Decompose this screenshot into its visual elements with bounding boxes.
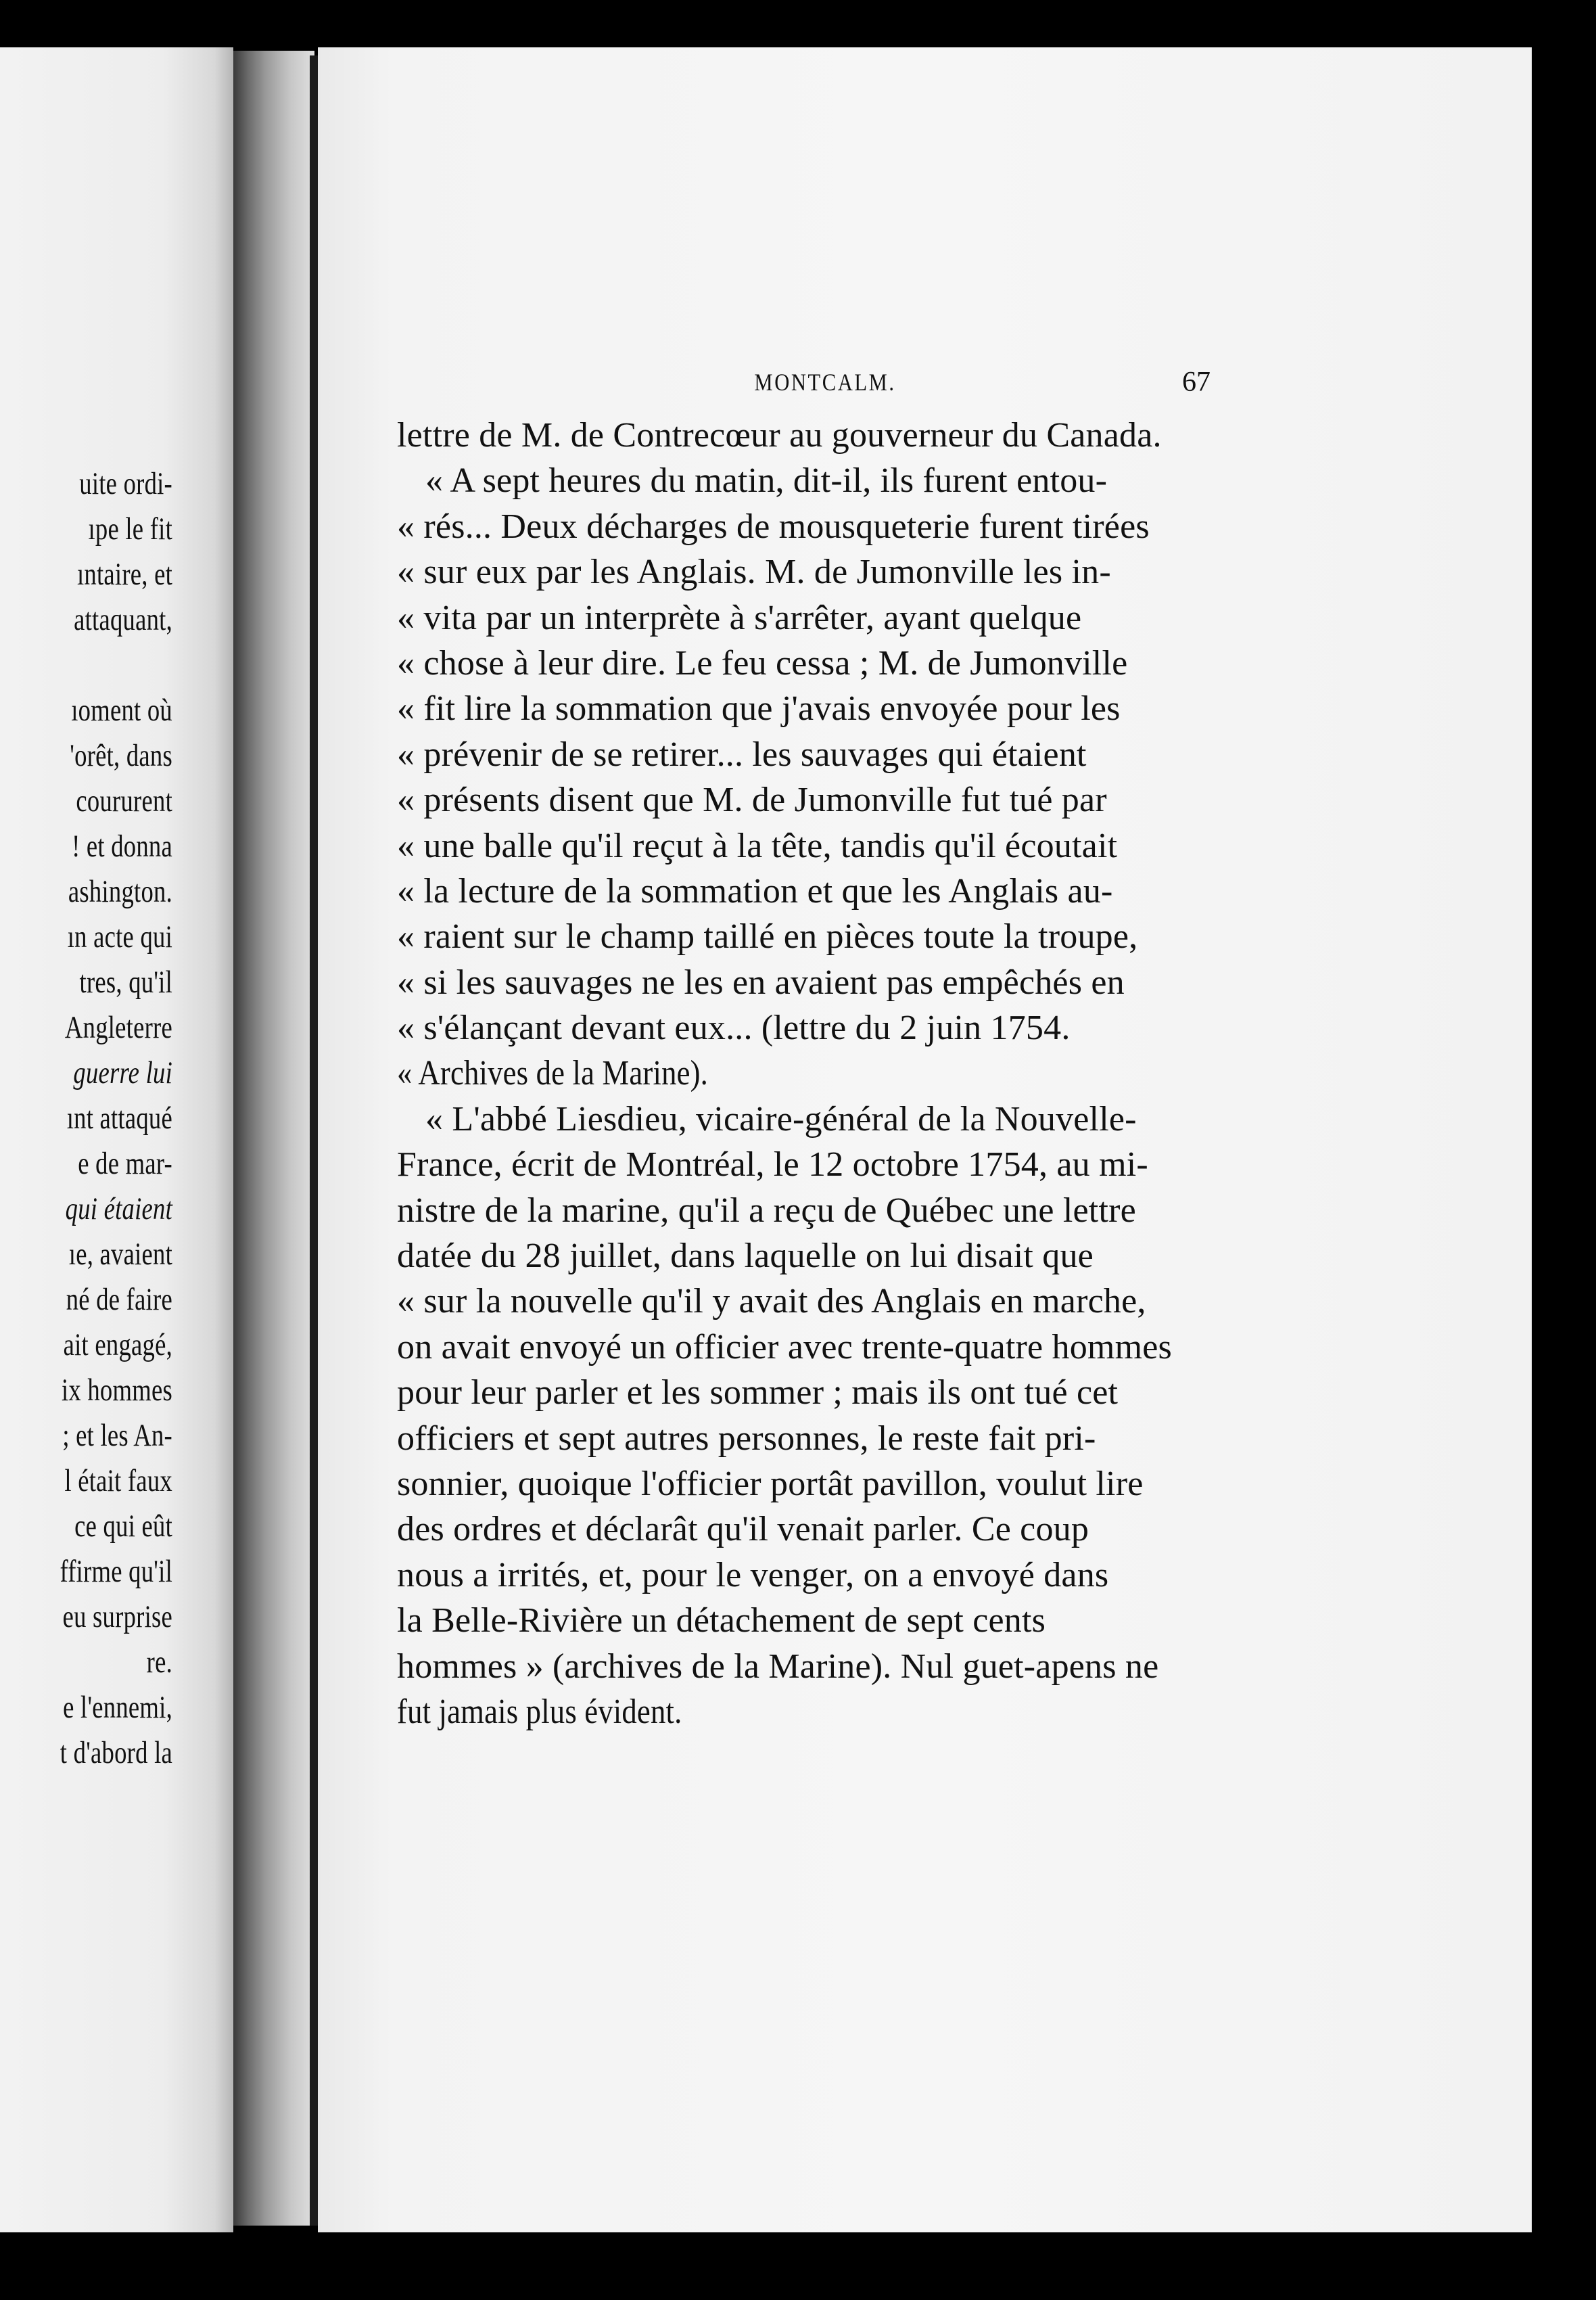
body-line-text: nistre de la marine, qu'il a reçu de Québec une lettre	[397, 1191, 1136, 1230]
body-line	[397, 1644, 1205, 1689]
body-line	[397, 413, 1205, 458]
previous-page-line: Angleterre	[64, 1010, 172, 1045]
previous-page-line: uite ordi-	[79, 466, 172, 501]
previous-page-line: t d'abord la	[60, 1735, 172, 1770]
previous-page-line: coururent	[76, 783, 172, 819]
body-line-text: « raient sur le champ taillé en pièces toute la troupe,	[397, 917, 1138, 957]
previous-page-line: re.	[146, 1644, 172, 1680]
body-line	[397, 1097, 1205, 1142]
body-line	[397, 1142, 1205, 1187]
body-line-text: « une balle qu'il reçut à la tête, tandis qu'il écoutait	[397, 826, 1118, 865]
body-line	[397, 777, 1205, 823]
previous-page-line: ıntaire, et	[76, 557, 172, 592]
body-line-text: hommes » (archives de la Marine). Nul guet-apens ne	[397, 1647, 1159, 1686]
body-line	[397, 1188, 1205, 1233]
body-line	[397, 549, 1205, 595]
previous-page-line: l était faux	[64, 1463, 172, 1498]
current-page	[318, 47, 1532, 2232]
body-line	[397, 1370, 1205, 1415]
previous-page-line: ınt attaqué	[66, 1101, 172, 1136]
previous-page	[0, 47, 233, 2232]
book-gutter	[233, 51, 314, 2226]
previous-page-line: e l'ennemi,	[63, 1690, 172, 1725]
page-number: 67	[1182, 367, 1211, 398]
previous-page-line: ait engagé,	[63, 1327, 172, 1362]
body-line	[397, 1461, 1205, 1506]
previous-page-line: ıpe le fit	[88, 511, 172, 547]
body-line-text: « s'élançant devant eux... (lettre du 2 juin 1754.	[397, 1009, 1071, 1048]
running-head-title: MONTCALM.	[754, 369, 896, 396]
body-line	[397, 1552, 1205, 1598]
body-line	[397, 732, 1205, 777]
body-line-text: « Archives de la Marine).	[397, 1054, 709, 1093]
previous-page-line: ! et donna	[72, 829, 172, 864]
body-line	[397, 960, 1205, 1005]
page-body-text	[397, 413, 1205, 1734]
previous-page-line: ; et les An-	[62, 1418, 172, 1453]
running-head	[318, 359, 1532, 406]
body-line	[397, 823, 1205, 869]
body-line-text: « présents disent que M. de Jumonville fut tué par	[397, 781, 1107, 820]
body-line	[397, 1005, 1205, 1051]
body-line-text: datée du 28 juillet, dans laquelle on lui disait que	[397, 1237, 1094, 1276]
previous-page-line: qui étaient	[65, 1191, 172, 1226]
previous-page-line: attaquant,	[74, 602, 172, 637]
previous-page-line: né de faire	[66, 1282, 172, 1317]
body-line	[397, 1689, 1205, 1734]
previous-page-line: ce qui eût	[74, 1509, 172, 1544]
body-line-text: « la lecture de la sommation et que les Anglais au-	[397, 871, 1113, 911]
body-line-text: « rés... Deux décharges de mousqueterie furent tirées	[397, 507, 1150, 546]
body-line-text: nous a irrités, et, pour le venger, on a envoyé dans	[397, 1555, 1109, 1594]
body-line-text: « chose à leur dire. Le feu cessa ; M. de Jumonville	[397, 643, 1128, 683]
body-line-text: fut jamais plus évident.	[397, 1692, 682, 1731]
body-line	[397, 1233, 1205, 1279]
body-line-text: « L'abbé Liesdieu, vicaire-général de la Nouvelle-	[425, 1099, 1137, 1138]
body-line	[397, 595, 1205, 641]
body-line-text: des ordres et déclarât qu'il venait parler. Ce coup	[397, 1510, 1089, 1549]
previous-page-text	[0, 461, 172, 1776]
previous-page-line: ın acte qui	[67, 919, 172, 954]
body-line	[397, 1598, 1205, 1643]
previous-page-line: ıe, avaient	[68, 1237, 172, 1272]
body-line	[397, 869, 1205, 914]
body-line	[397, 1325, 1205, 1370]
page-edge-shadow	[310, 55, 318, 2226]
previous-page-line: ıoment où	[71, 693, 172, 728]
previous-page-line	[0, 643, 172, 688]
previous-page-line: ix hommes	[61, 1373, 172, 1408]
previous-page-line: ffirme qu'il	[60, 1554, 172, 1589]
previous-page-line: eu surprise	[62, 1599, 172, 1634]
body-line	[397, 686, 1205, 731]
body-line-text: « A sept heures du matin, dit-il, ils furent entou-	[425, 461, 1108, 501]
body-line	[397, 1506, 1205, 1552]
body-line-text: « fit lire la sommation que j'avais envoyée pour les	[397, 689, 1121, 729]
body-line-text: pour leur parler et les sommer ; mais ils ont tué cet	[397, 1373, 1119, 1412]
body-line	[397, 1051, 1205, 1096]
body-line-text: la Belle-Rivière un détachement de sept cents	[397, 1601, 1046, 1640]
previous-page-line: guerre lui	[73, 1055, 172, 1090]
body-line-text: France, écrit de Montréal, le 12 octobre 1754, au mi-	[397, 1145, 1148, 1184]
body-line	[397, 914, 1205, 959]
body-line	[397, 1279, 1205, 1324]
body-line	[397, 641, 1205, 686]
body-line-text: on avait envoyé un officier avec trente-quatre hommes	[397, 1327, 1172, 1366]
previous-page-line: tres, qu'il	[79, 965, 172, 1000]
body-line-text: « si les sauvages ne les en avaient pas empêchés en	[397, 963, 1125, 1002]
previous-page-line: e de mar-	[78, 1146, 172, 1181]
body-line-text: « sur eux par les Anglais. M. de Jumonville les in-	[397, 553, 1111, 592]
previous-page-line: ashington.	[68, 874, 172, 909]
body-line	[397, 1416, 1205, 1461]
previous-page-line: 'orêt, dans	[70, 738, 172, 773]
body-line	[397, 458, 1205, 503]
body-line-text: officiers et sept autres personnes, le reste fait pri-	[397, 1419, 1096, 1458]
body-line-text: lettre de M. de Contrecœur au gouverneur du Canada.	[397, 416, 1162, 455]
body-line-text: « sur la nouvelle qu'il y avait des Anglais en marche,	[397, 1282, 1146, 1321]
body-line-text: sonnier, quoique l'officier portât pavillon, voulut lire	[397, 1464, 1144, 1503]
body-line	[397, 504, 1205, 549]
body-line-text: « vita par un interprète à s'arrêter, ayant quelque	[397, 598, 1082, 637]
body-line-text: « prévenir de se retirer... les sauvages qui étaient	[397, 735, 1087, 774]
